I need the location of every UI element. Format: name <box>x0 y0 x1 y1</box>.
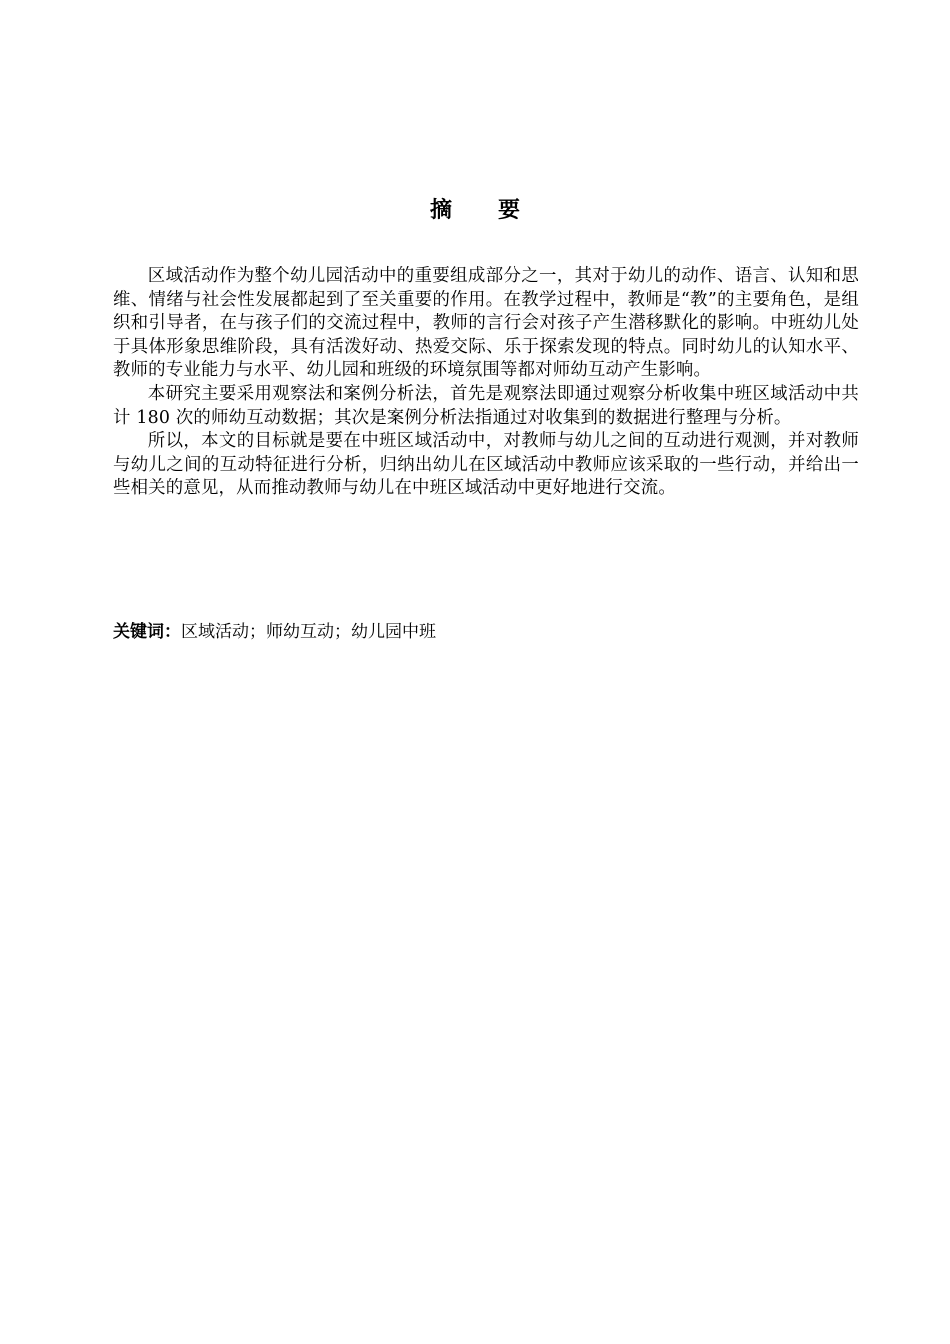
abstract-title <box>0 196 950 226</box>
keywords-value: 区域活动；师幼互动；幼儿园中班 <box>181 622 436 642</box>
keywords-label: 关键词： <box>113 622 181 642</box>
abstract-body <box>113 265 859 501</box>
abstract-paragraph-3: 所以，本文的目标就是要在中班区域活动中，对教师与幼儿之间的互动进行观测，并对教师与幼儿之间的互动特征进行分析，归纳出幼儿在区域活动中教师应该采取的一些行动，并给出一些相关的意见，从而推动教师与幼儿在中班区域活动中更好地进行交流。 <box>113 431 859 499</box>
abstract-paragraph-2: 本研究主要采用观察法和案例分析法，首先是观察法即通过观察分析收集中班区域活动中共计 180 次的师幼互动数据；其次是案例分析法指通过对收集到的数据进行整理与分析。 <box>113 383 859 428</box>
title-char-2: 要 <box>498 198 521 223</box>
abstract-paragraph-1: 区域活动作为整个幼儿园活动中的重要组成部分之一，其对于幼儿的动作、语言、认知和思维、情绪与社会性发展都起到了至关重要的作用。在教学过程中，教师是“教”的主要角色，是组织和引导者，在与孩子们的交流过程中，教师的言行会对孩子产生潜移默化的影响。中班幼儿处于具体形象思维阶段，具有活泼好动、热爱交际、乐于探索发现的特点。同时幼儿的认知水平、教师的专业能力与水平、幼儿园和班级的环境氛围等都对师幼互动产生影响。 <box>113 266 859 381</box>
keywords-line <box>113 620 859 644</box>
title-char-1: 摘 <box>429 198 452 223</box>
